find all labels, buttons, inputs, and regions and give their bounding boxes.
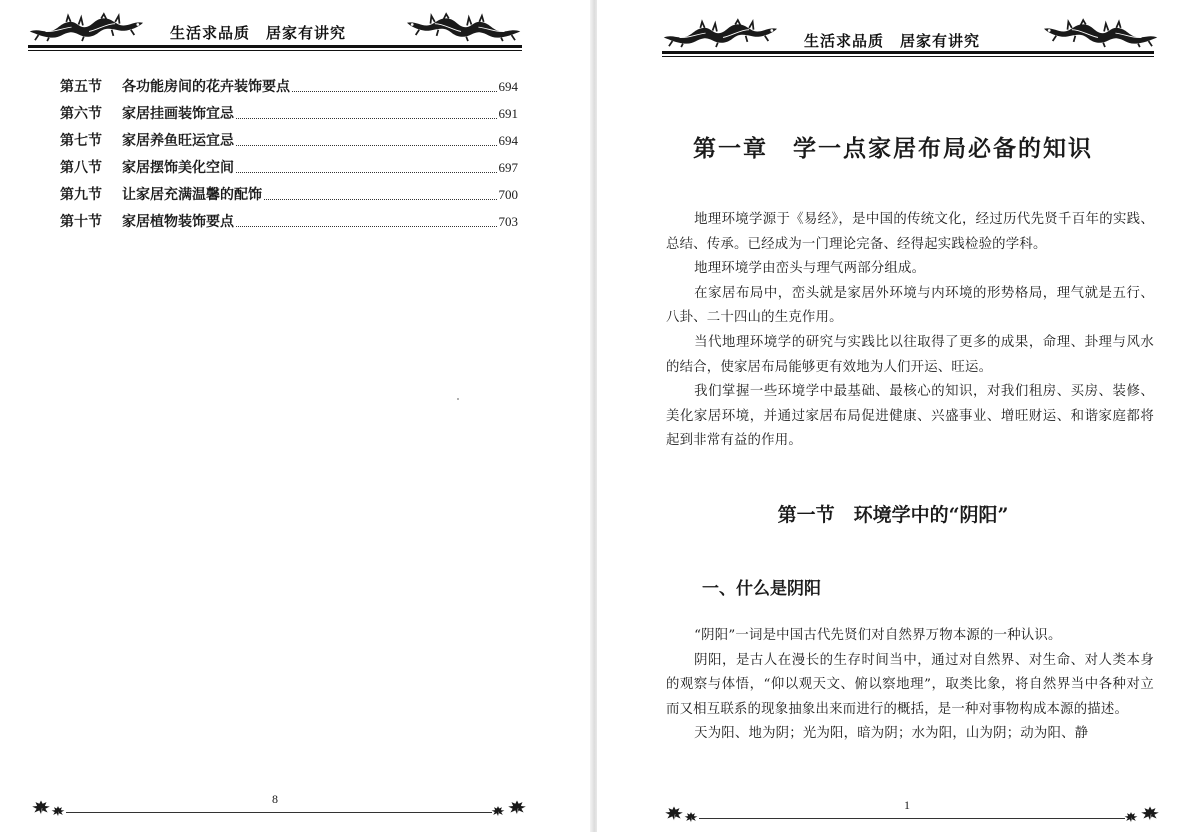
- subsection-title: 一、什么是阴阳: [702, 579, 821, 599]
- toc-section-title: 家居摆饰美化空间: [122, 160, 234, 176]
- header-rule-thin: [662, 56, 1154, 57]
- footer-rule: [699, 818, 1125, 819]
- header-rule: [28, 45, 522, 48]
- header-rule-thin: [28, 50, 522, 51]
- page-number: 8: [272, 792, 278, 806]
- paragraph: 阴阳，是古人在漫长的生存时间当中，通过对自然界、对生命、对人类本身的观察与体悟，“仰以观天文、俯以察地理”，取类比象，将自然界当中各种对立而又相互联系的现象抽象出来而进行的概括，是一种对事物构成本源的描述。: [666, 652, 1154, 717]
- toc-leader-dots: [236, 145, 497, 146]
- toc-leader-dots: [264, 199, 497, 200]
- dragon-ornament-right-icon: [400, 12, 522, 44]
- toc-page-number: 700: [498, 187, 518, 202]
- dragon-ornament-left-icon: [28, 12, 150, 44]
- toc-page-number: 697: [498, 160, 518, 175]
- header-title: 生活求品质 居家有讲究: [804, 32, 981, 50]
- toc-section-number: 第十节: [60, 214, 102, 230]
- page-footer: [597, 790, 1189, 832]
- section-title: 第一节 环境学中的“阴阳”: [777, 504, 1009, 526]
- toc-entry[interactable]: [60, 128, 518, 150]
- paragraph: 地理环境学由峦头与理气两部分组成。: [694, 261, 926, 277]
- maple-leaf-left-small-icon: [50, 804, 66, 817]
- toc-page-number: 694: [498, 133, 518, 148]
- toc-section-number: 第七节: [60, 133, 102, 149]
- toc-section-number: 第九节: [60, 187, 102, 203]
- toc-section-number: 第八节: [60, 160, 102, 176]
- maple-leaf-left-icon: [30, 798, 52, 815]
- intro-body: [666, 208, 1154, 454]
- toc-page-number: 703: [498, 214, 518, 229]
- paragraph: 我们掌握一些环境学中最基础、最核心的知识，对我们租房、买房、装修、美化家居环境，并通过家居布局促进健康、兴盛事业、增旺财运、和谐家庭都将起到非常有益的作用。: [666, 384, 1154, 449]
- toc-page-number: 694: [498, 79, 518, 94]
- page-header: [597, 0, 1189, 60]
- toc-section-title: 家居挂画装饰宜忌: [122, 106, 234, 122]
- dragon-ornament-left-icon: [662, 18, 784, 50]
- page-number: 1: [904, 798, 910, 812]
- toc-leader-dots: [292, 91, 497, 92]
- maple-leaf-left-icon: [663, 804, 685, 821]
- page-footer: [0, 780, 592, 832]
- header-rule: [662, 51, 1154, 54]
- paragraph: “阴阳”一词是中国古代先贤们对自然界万物本源的一种认识。: [694, 628, 1062, 643]
- toc-entry[interactable]: [60, 182, 518, 204]
- maple-leaf-left-small-icon: [683, 810, 699, 823]
- maple-leaf-right-icon: [506, 798, 528, 815]
- paragraph: 当代地理环境学的研究与实践比以往取得了更多的成果，命理、卦理与风水的结合，使家居布局能够更有效地为人们开运、旺运。: [666, 334, 1154, 375]
- toc-entry[interactable]: [60, 209, 518, 231]
- maple-leaf-right-small-icon: [1123, 810, 1139, 823]
- toc-section-number: 第五节: [60, 79, 102, 95]
- toc-section-number: 第六节: [60, 106, 102, 122]
- toc-section-title: 让家居充满温馨的配饰: [122, 187, 262, 203]
- page-header: [0, 0, 592, 60]
- paragraph: 天为阳、地为阴；光为阳，暗为阴；水为阳，山为阴；动为阳、静: [694, 726, 1089, 742]
- toc-leader-dots: [236, 172, 497, 173]
- paragraph: 地理环境学源于《易经》，是中国的传统文化，经过历代先贤千百年的实践、总结、传承。已经成为一门理论完备、经得起实践检验的学科。: [666, 212, 1154, 252]
- section-body: [666, 624, 1154, 747]
- toc-section-title: 各功能房间的花卉装饰要点: [122, 79, 290, 95]
- maple-leaf-right-small-icon: [490, 804, 506, 817]
- toc-entry[interactable]: [60, 74, 518, 96]
- scan-speck: [457, 398, 459, 400]
- header-title: 生活求品质 居家有讲究: [170, 24, 347, 42]
- maple-leaf-right-icon: [1139, 804, 1161, 821]
- left-page: [0, 0, 592, 832]
- toc-page-number: 691: [498, 106, 518, 121]
- toc-leader-dots: [236, 226, 497, 227]
- toc-entry[interactable]: [60, 155, 518, 177]
- toc-section-title: 家居养鱼旺运宜忌: [122, 133, 234, 149]
- dragon-ornament-right-icon: [1037, 18, 1159, 50]
- footer-rule: [66, 812, 492, 813]
- toc-section-title: 家居植物装饰要点: [122, 214, 234, 230]
- paragraph: 在家居布局中，峦头就是家居外环境与内环境的形势格局，理气就是五行、八卦、二十四山的生克作用。: [666, 285, 1154, 326]
- toc-entry[interactable]: [60, 101, 518, 123]
- toc-leader-dots: [236, 118, 497, 119]
- chapter-title: 第一章 学一点家居布局必备的知识: [693, 135, 1093, 162]
- right-page: [597, 0, 1189, 832]
